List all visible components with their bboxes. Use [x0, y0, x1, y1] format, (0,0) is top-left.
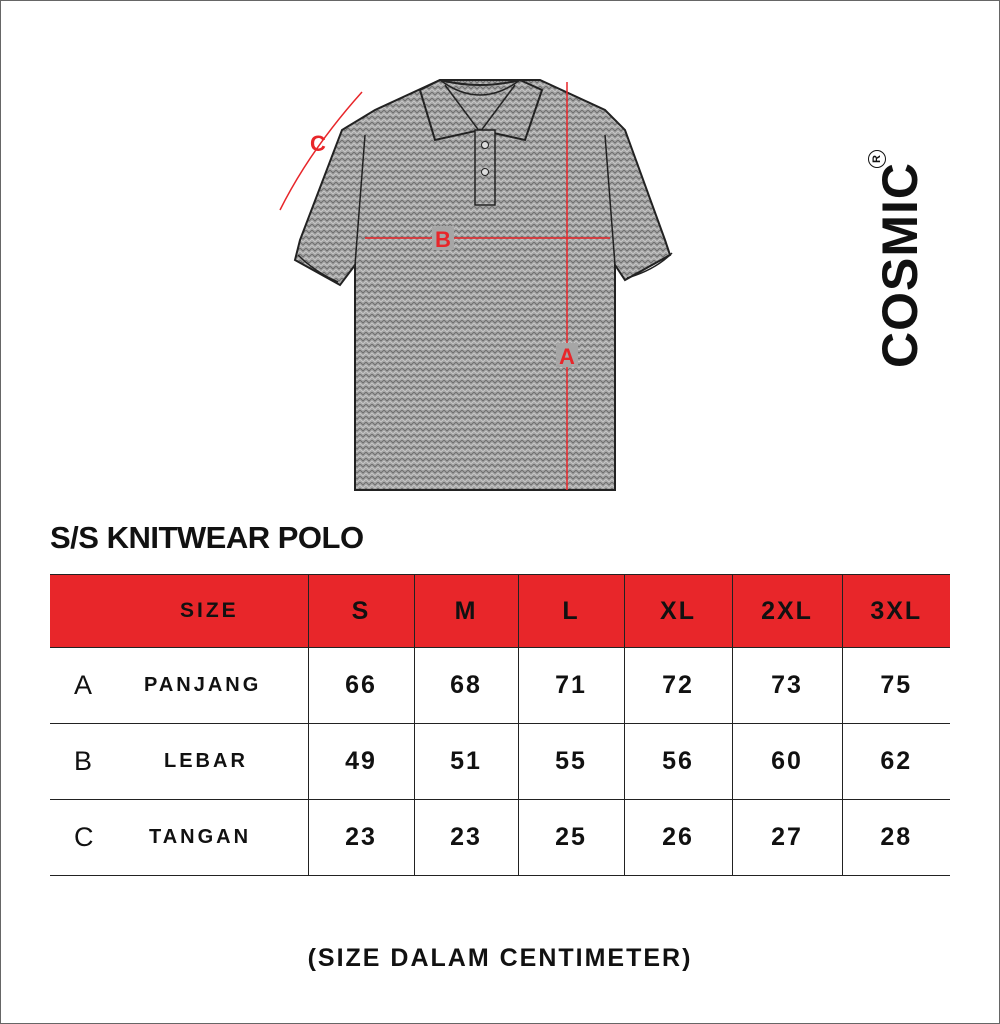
table-cell: 62: [842, 724, 950, 800]
header-size-s: S: [308, 575, 414, 648]
header-size-label: SIZE: [50, 575, 308, 648]
registered-mark-icon: R: [868, 150, 886, 168]
marker-c: C: [310, 131, 326, 156]
row-label: [50, 648, 308, 724]
table-cell: 72: [624, 648, 732, 724]
table-cell: 49: [308, 724, 414, 800]
table-row: [50, 800, 950, 876]
unit-footnote: (SIZE DALAM CENTIMETER): [307, 944, 693, 972]
table-cell: 27: [732, 800, 842, 876]
header-size-2xl: 2XL: [732, 575, 842, 648]
row-letter: B: [74, 746, 93, 776]
polo-shirt-illustration: [270, 50, 690, 500]
size-chart-table: [50, 574, 950, 876]
row-label: [50, 800, 308, 876]
header-size-3xl: 3XL: [842, 575, 950, 648]
table-cell: 56: [624, 724, 732, 800]
table-cell: 73: [732, 648, 842, 724]
table-row: [50, 648, 950, 724]
table-cell: 23: [308, 800, 414, 876]
product-title: S/S KNITWEAR POLO: [50, 520, 364, 555]
row-name: PANJANG: [144, 674, 262, 696]
row-name: LEBAR: [164, 750, 248, 772]
row-label: [50, 724, 308, 800]
marker-a: A: [559, 344, 575, 369]
row-letter: A: [74, 670, 93, 700]
row-name: TANGAN: [149, 826, 252, 848]
table-cell: 26: [624, 800, 732, 876]
table-row: [50, 724, 950, 800]
table-cell: 71: [518, 648, 624, 724]
table-cell: 51: [414, 724, 518, 800]
marker-b: B: [435, 227, 451, 252]
brand-name: COSMIC: [872, 162, 928, 368]
table-cell: 28: [842, 800, 950, 876]
table-cell: 68: [414, 648, 518, 724]
table-cell: 66: [308, 648, 414, 724]
header-size-l: L: [518, 575, 624, 648]
table-cell: 55: [518, 724, 624, 800]
table-cell: 25: [518, 800, 624, 876]
header-size-m: M: [414, 575, 518, 648]
row-letter: C: [74, 822, 94, 852]
table-cell: 60: [732, 724, 842, 800]
brand-logo: [860, 150, 940, 380]
header-size-xl: XL: [624, 575, 732, 648]
table-cell: 23: [414, 800, 518, 876]
table-cell: 75: [842, 648, 950, 724]
table-header-row: [50, 575, 950, 648]
